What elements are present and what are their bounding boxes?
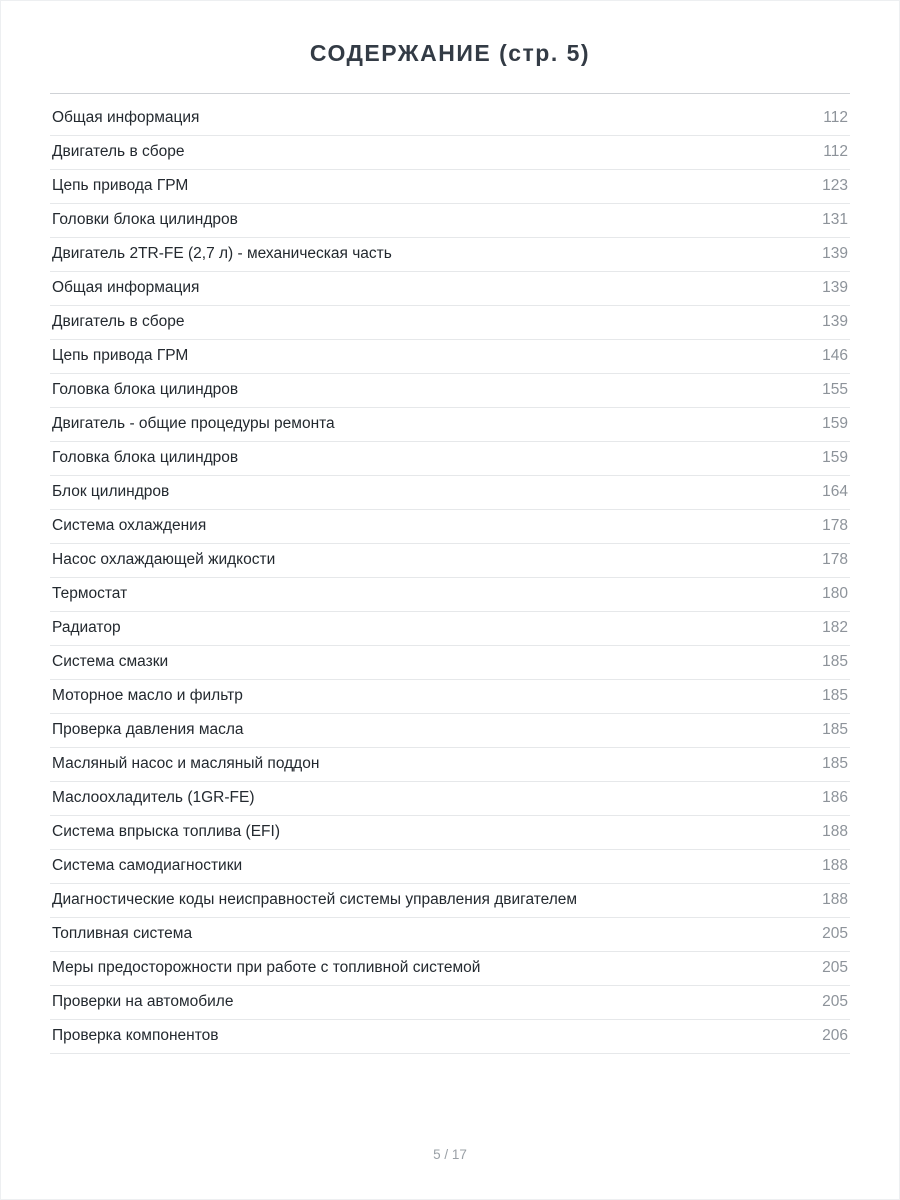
toc-entry-page-number: 206: [822, 1027, 848, 1044]
toc-entry: [50, 102, 850, 136]
toc-entry-page-number: 186: [822, 789, 848, 806]
toc-entry-label: Моторное масло и фильтр: [52, 688, 243, 704]
toc-entry-label: Топливная система: [52, 926, 193, 942]
toc-entry: [50, 578, 850, 612]
toc-entry: [50, 272, 850, 306]
toc-entry-page-number: 155: [822, 381, 848, 398]
toc-entry-page-number: 178: [822, 517, 848, 534]
toc-entry: [50, 680, 850, 714]
toc-entry: [50, 476, 850, 510]
toc-entry-page-number: 146: [822, 347, 848, 364]
toc-entry: [50, 646, 850, 680]
toc-entry-page-number: 185: [822, 653, 848, 670]
page-title: СОДЕРЖАНИЕ (стр. 5): [309, 40, 591, 66]
toc-entry-label: Радиатор: [52, 620, 121, 636]
toc-entry-page-number: 180: [822, 585, 848, 602]
toc-entry: [50, 748, 850, 782]
toc-entry-label: Двигатель - общие процедуры ремонта: [52, 416, 335, 432]
toc-entry-label: Проверки на автомобиле: [52, 994, 234, 1010]
toc-entry: [50, 612, 850, 646]
toc-entry-page-number: 178: [822, 551, 848, 568]
toc-entry: [50, 374, 850, 408]
toc-entry: [50, 238, 850, 272]
toc-entry-label: Головка блока цилиндров: [52, 450, 239, 466]
toc-entry-page-number: 139: [822, 279, 848, 296]
toc-entry: [50, 986, 850, 1020]
toc-entry-page-number: 188: [822, 823, 848, 840]
toc-entry: [50, 816, 850, 850]
toc-entry-page-number: 205: [822, 959, 848, 976]
toc-entry-label: Цепь привода ГРМ: [52, 348, 189, 364]
toc-entry-page-number: 112: [823, 143, 848, 160]
toc-entry-page-number: 188: [822, 857, 848, 874]
toc-entry: [50, 340, 850, 374]
toc-entry: [50, 442, 850, 476]
toc-entry-page-number: 164: [822, 483, 848, 500]
toc-entry: [50, 714, 850, 748]
toc-entry-page-number: 123: [822, 177, 848, 194]
toc-entry: [50, 170, 850, 204]
toc-entry-page-number: 185: [822, 721, 848, 738]
toc-entry-label: Насос охлаждающей жидкости: [52, 552, 276, 568]
toc-entry-page-number: 139: [822, 245, 848, 262]
toc-entry-label: Общая информация: [52, 280, 200, 296]
toc-entry-page-number: 139: [822, 313, 848, 330]
toc-entry-label: Система смазки: [52, 654, 169, 670]
toc-entry: [50, 782, 850, 816]
toc-entry: [50, 918, 850, 952]
toc-entry: [50, 510, 850, 544]
toc-entry-label: Система охлаждения: [52, 518, 207, 534]
toc-entry-page-number: 205: [822, 925, 848, 942]
toc-entry-label: Термостат: [52, 586, 128, 602]
toc-entry: [50, 884, 850, 918]
toc-entry: [50, 1020, 850, 1054]
toc-entry-label: Двигатель в сборе: [52, 144, 185, 160]
toc-entry-label: Система впрыска топлива (EFI): [52, 824, 280, 840]
toc-entry-label: Диагностические коды неисправностей системы управления двигателем: [52, 892, 578, 908]
toc-entry: [50, 544, 850, 578]
toc-entry: [50, 850, 850, 884]
toc-entry-label: Цепь привода ГРМ: [52, 178, 189, 194]
toc-entry-page-number: 112: [823, 109, 848, 126]
toc-entry: [50, 306, 850, 340]
toc-entry: [50, 952, 850, 986]
toc-entry-page-number: 205: [822, 993, 848, 1010]
toc-entry-label: Проверка давления масла: [52, 722, 244, 738]
toc-list: [50, 102, 850, 1054]
toc-entry-label: Масляный насос и масляный поддон: [52, 756, 320, 772]
toc-entry: [50, 136, 850, 170]
toc-entry-label: Блок цилиндров: [52, 484, 170, 500]
toc-entry-label: Проверка компонентов: [52, 1028, 219, 1044]
toc-entry-label: Головка блока цилиндров: [52, 382, 239, 398]
toc-entry-page-number: 182: [822, 619, 848, 636]
toc-entry-label: Общая информация: [52, 110, 200, 126]
toc-entry: [50, 408, 850, 442]
toc-entry-page-number: 185: [822, 755, 848, 772]
toc-entry: [50, 204, 850, 238]
toc-entry-label: Меры предосторожности при работе с топливной системой: [52, 960, 481, 976]
toc-entry-label: Двигатель в сборе: [52, 314, 185, 330]
title-divider: [50, 93, 850, 94]
toc-entry-page-number: 131: [822, 211, 848, 228]
toc-entry-page-number: 185: [822, 687, 848, 704]
toc-entry-page-number: 188: [822, 891, 848, 908]
page-indicator: 5 / 17: [433, 1147, 467, 1162]
toc-entry-label: Головки блока цилиндров: [52, 212, 238, 228]
toc-entry-page-number: 159: [822, 415, 848, 432]
toc-entry-label: Двигатель 2TR-FE (2,7 л) - механическая часть: [52, 246, 392, 262]
toc-entry-page-number: 159: [822, 449, 848, 466]
toc-entry-label: Маслоохладитель (1GR-FE): [52, 790, 255, 806]
toc-entry-label: Система самодиагностики: [52, 858, 243, 874]
